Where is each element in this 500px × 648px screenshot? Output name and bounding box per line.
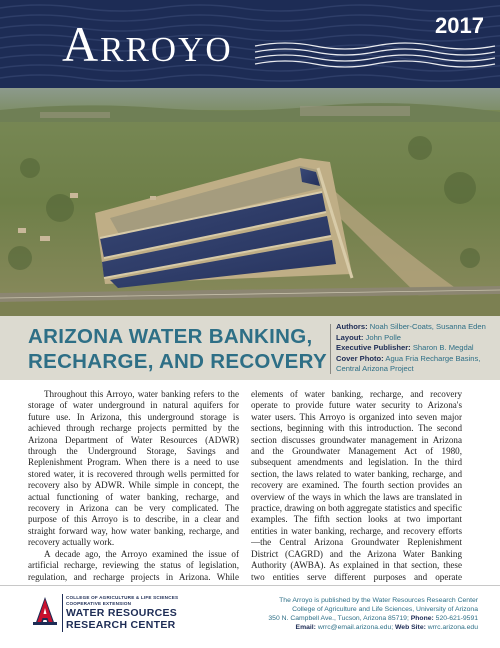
credit-label: Executive Publisher: bbox=[336, 343, 411, 353]
masthead bbox=[0, 0, 500, 88]
credit-value: Sharon B. Megdal bbox=[412, 343, 474, 353]
publication-title: Arroyo bbox=[62, 16, 233, 72]
title-band bbox=[0, 316, 500, 380]
publisher-line: The Arroyo is published by the Water Resources Research Center bbox=[279, 597, 478, 604]
address-line bbox=[218, 614, 478, 623]
university-of-arizona-logo-icon bbox=[32, 596, 58, 628]
wrrc-line-1: WATER RESOURCES bbox=[66, 607, 178, 619]
body-column-right bbox=[251, 389, 462, 582]
phone-number: 520-621-9591 bbox=[435, 615, 478, 622]
extension-line: COOPERATIVE EXTENSION bbox=[66, 600, 132, 606]
cover-photo bbox=[0, 88, 500, 316]
college-affiliation-line: College of Agriculture and Life Sciences, University of Arizona bbox=[292, 606, 478, 613]
credit-continuation: Central Arizona Project bbox=[336, 364, 414, 374]
body-paragraph: A decade ago, the Arroyo examined the issue of artificial recharge, reviewing the status of legislation, regulation, and recharge projects in Arizona. While bbox=[28, 548, 239, 582]
article-title: ARIZONA WATER BANKING, RECHARGE, AND RECOVERY bbox=[28, 325, 327, 373]
credit-value: Agua Fria Recharge Basins, bbox=[385, 353, 481, 363]
article-body bbox=[28, 389, 474, 582]
college-line: COLLEGE OF AGRICULTURE & LIFE SCIENCES bbox=[66, 595, 179, 600]
logo-separator bbox=[62, 594, 63, 632]
college-name bbox=[66, 595, 206, 607]
publisher-info bbox=[218, 596, 478, 632]
credit-label: Authors: bbox=[336, 322, 368, 331]
contact-line bbox=[218, 623, 478, 632]
credits-divider bbox=[330, 324, 331, 374]
website-label: Web Site: bbox=[395, 624, 426, 631]
aerial-recharge-basins-image bbox=[0, 88, 500, 316]
credit-label: Cover Photo: bbox=[336, 353, 384, 363]
credit-publisher bbox=[336, 343, 498, 354]
body-paragraph: elements of water banking, recharge, and recovery operate to provide future water security to Arizona's water users. This Arroyo is organized into seven major sections, beginning with this introduction. The second section discusses groundwater management in Arizona and the Groundwater Management Act of 1980, subsequent amendments and legislation. In the third section, the laws related to water banking, recharge, and recovery are examined. The fourth section provides an overview of the ways in which the laws are translated in practice, drawing on both aggregate statistics and specific examples. The fifth section looks at two important entities in water banking, recharge, and recovery efforts—the Central Arizona Groundwater Replenishment District (CAGRD) and the Arizona Water Banking Authority (AWBA). As explained in that section, these two entities serve different purposes and operate bbox=[251, 389, 462, 582]
wrrc-line-2: RESEARCH CENTER bbox=[66, 618, 176, 631]
wrrc-name bbox=[66, 608, 206, 631]
email-link[interactable]: wrrc@email.arizona.edu; bbox=[317, 624, 394, 631]
address: 350 N. Campbell Ave., Tucson, Arizona 85719; bbox=[268, 615, 409, 622]
email-label: Email: bbox=[295, 624, 316, 631]
body-column-left bbox=[28, 389, 239, 582]
footer bbox=[0, 585, 500, 648]
credit-label: Layout: bbox=[336, 332, 364, 342]
credit-layout bbox=[336, 333, 498, 344]
publication-year: 2017 bbox=[435, 13, 484, 38]
credit-cover-photo bbox=[336, 354, 498, 365]
credit-value: Noah Silber-Coats, Susanna Eden bbox=[369, 322, 486, 331]
body-paragraph: Throughout this Arroyo, water banking refers to the storage of water underground in natural aquifers for future use. In Arizona, this underground storage is achieved through recharge projects permitted by the Arizona Department of Water Resources (ADWR) through the Underground Storage, Savings and Replenishment Program. When there is a need to use stored water, it is recovered through wells permitted for recovery also by ADWR. While simple in concept, the actual functioning of water banking, recharge, and recovery in Arizona can be very complicated. The purpose of this Arroyo is to describe, in a clear and straight forward way, how water banking, recharge, and recovery actually work. bbox=[28, 389, 239, 548]
credits-block bbox=[336, 322, 498, 375]
credit-value: John Polle bbox=[365, 332, 402, 342]
credit-authors bbox=[336, 322, 498, 333]
website-link[interactable]: wrrc.arizona.edu bbox=[427, 624, 478, 631]
phone-label: Phone: bbox=[410, 615, 434, 622]
